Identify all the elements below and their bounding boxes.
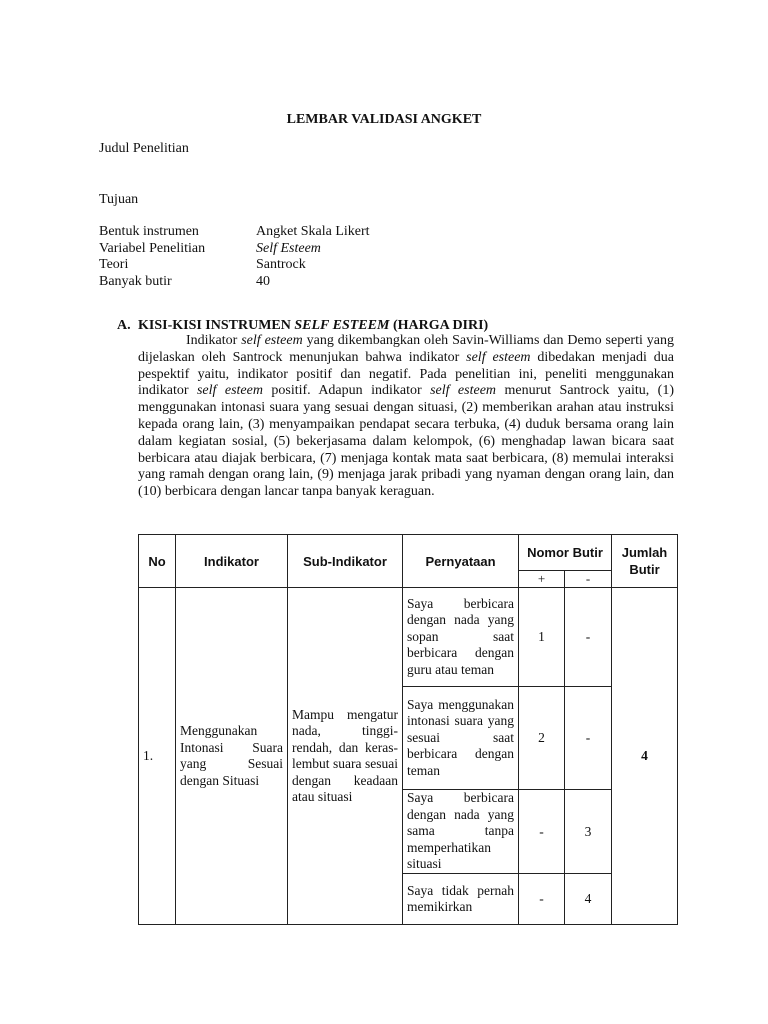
page-title: LEMBAR VALIDASI ANGKET (286, 112, 482, 127)
header-minus: - (565, 571, 612, 588)
para-text: yang dikembangkan oleh Savin-Williams dan Demo seperti yang dijelaskan oleh Santrock menunjukan bahwa indikator (138, 333, 675, 365)
header-indikator: Indikator (176, 535, 288, 588)
para-italic: self esteem (241, 333, 303, 348)
meta-label: Teori (99, 257, 129, 273)
section-heading-post: (HARGA DIRI) (389, 318, 489, 333)
meta-value: Santrock (256, 257, 306, 273)
table-row (139, 588, 678, 687)
row-minus: - (565, 588, 612, 687)
meta-row (99, 241, 370, 258)
meta-row (99, 274, 370, 291)
row-minus: - (565, 687, 612, 790)
kisi-table (138, 534, 678, 925)
tujuan-label: Tujuan (99, 192, 139, 207)
header-plus: + (519, 571, 565, 588)
row-pernyataan: Saya berbicara dengan nada yang sopan saat berbicara dengan guru atau teman (403, 588, 519, 687)
para-text: positif. Adapun indikator (262, 383, 431, 399)
para-italic: self esteem (466, 349, 531, 365)
header-jumlah-butir: Jumlah Butir (612, 535, 678, 588)
row-indikator: Menggunakan Intonasi Suara yang Sesuai dengan Situasi (176, 588, 288, 925)
para-italic: self esteem (196, 383, 263, 399)
meta-row (99, 257, 370, 274)
row-plus: 1 (519, 588, 565, 687)
meta-row (99, 224, 370, 241)
meta-value: 40 (256, 274, 270, 290)
meta-value: Self Esteem (256, 240, 321, 256)
section-heading (117, 318, 488, 334)
header-pernyataan: Pernyataan (403, 535, 519, 588)
row-plus: - (519, 790, 565, 874)
row-pernyataan: Saya berbicara dengan nada yang sama tanpa memperhatikan situasi (403, 790, 519, 874)
section-heading-italic: SELF ESTEEM (294, 318, 390, 333)
judul-penelitian-label: Judul Penelitian (99, 141, 189, 156)
section-heading-pre: KISI-KISI INSTRUMEN (138, 318, 295, 333)
meta-block (99, 224, 370, 291)
row-minus: 3 (565, 790, 612, 874)
para-text: menurut Santrock yaitu, (1) menggunakan intonasi suara yang sesuai dengan situasi, (2) memberikan arahan atau instruksi kepada orang lain, (3) menyampaikan pendapat secara terbuka, (4) duduk bersama orang lain dalam kegiatan sosial, (5) bekerjasama dalam kelompok, (6) menghadap lawan bicara saat berbicara atau diajak berbicara, (7) menjaga kontak mata saat berbicara, (8) memulai interaksi yang ramah dengan orang lain, (9) menjaga jarak pribadi yang nyaman dengan orang lain, dan (10) berbicara dengan lancar tanpa banyak keraguan. (138, 383, 674, 500)
meta-label: Variabel Penelitian (99, 240, 206, 256)
section-letter: A. (117, 318, 131, 333)
para-text: Indikator (186, 333, 242, 348)
row-pernyataan: Saya tidak pernah memikirkan (403, 874, 519, 925)
row-sub-indikator: Mampu mengatur nada, tinggi-rendah, dan keras-lembut suara sesuai dengan keadaan atau situasi (288, 588, 403, 925)
row-plus: 2 (519, 687, 565, 790)
row-no: 1. (139, 588, 176, 925)
meta-label: Banyak butir (99, 274, 172, 290)
row-jumlah: 4 (612, 588, 678, 925)
row-pernyataan: Saya menggunakan intonasi suara yang sesuai saat berbicara dengan teman (403, 687, 519, 790)
para-italic: self esteem (430, 383, 497, 399)
header-sub-indikator: Sub-Indikator (288, 535, 403, 588)
row-minus: 4 (565, 874, 612, 925)
meta-value: Angket Skala Likert (256, 224, 370, 239)
row-plus: - (519, 874, 565, 925)
body-paragraph (138, 333, 674, 501)
para-text: dibedakan menjadi dua pespektif yaitu, indikator positif dan negatif. Pada penelitian ini, peneliti menggunakan indikator (138, 349, 674, 399)
header-no: No (139, 535, 176, 588)
meta-label: Bentuk instrumen (99, 224, 199, 239)
header-nomor-butir: Nomor Butir (519, 535, 612, 571)
